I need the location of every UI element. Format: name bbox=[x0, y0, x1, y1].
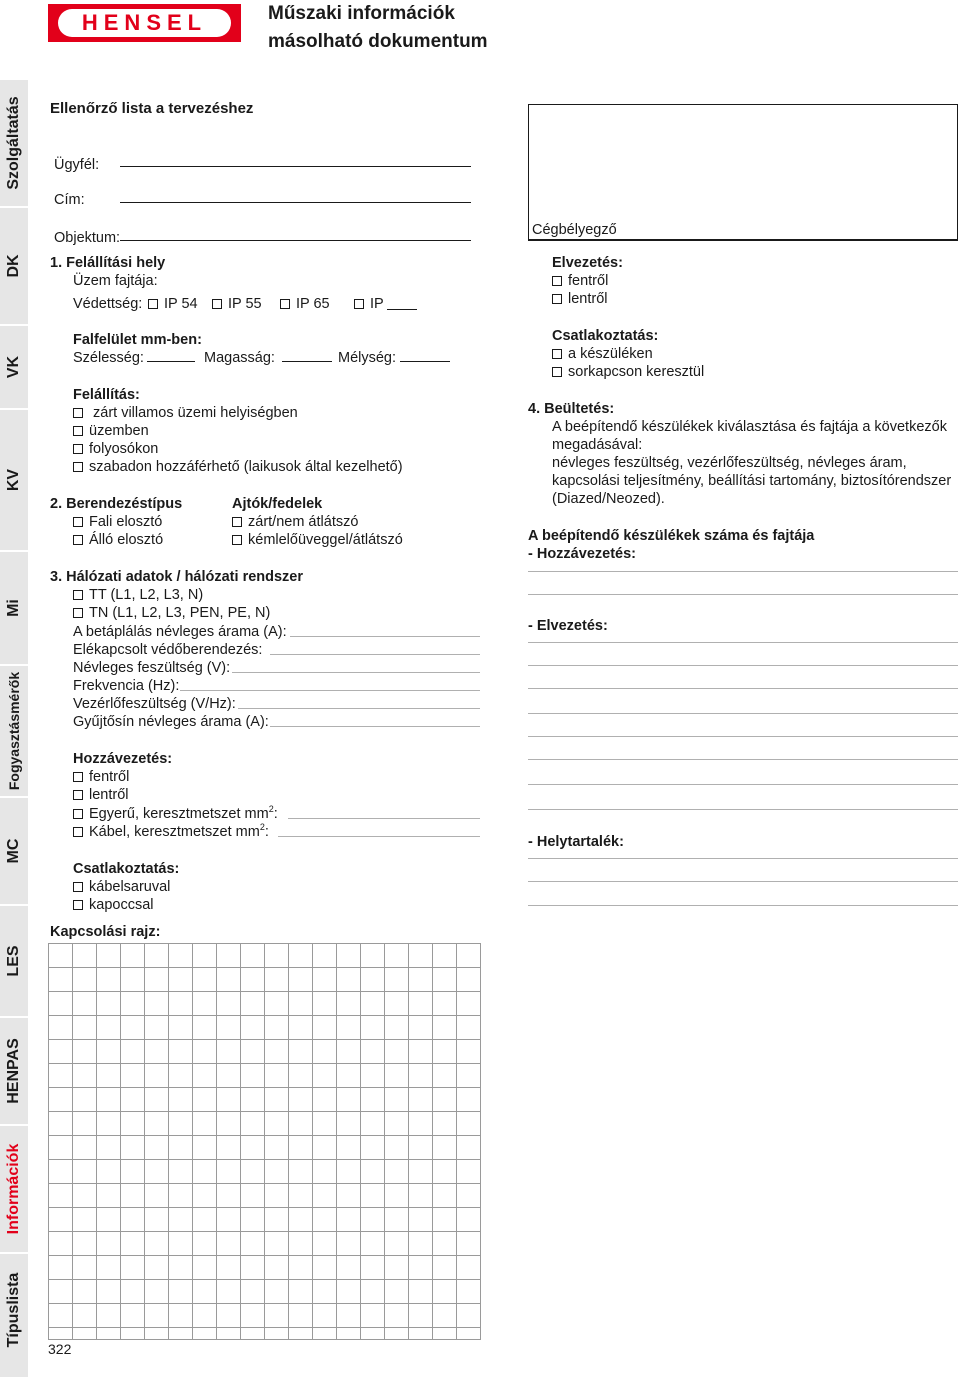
outlet-line-3[interactable] bbox=[528, 688, 958, 689]
field-protection-device[interactable] bbox=[270, 654, 480, 655]
protection-ip54[interactable] bbox=[148, 295, 198, 313]
protection-label: Védettség: bbox=[73, 296, 143, 312]
tab-dk[interactable] bbox=[0, 208, 28, 324]
checkbox-icon bbox=[552, 367, 562, 377]
type-wall[interactable] bbox=[73, 513, 162, 531]
tab-label: Mi bbox=[5, 599, 22, 617]
height-label: Magasság: bbox=[204, 350, 275, 366]
field-voltage[interactable] bbox=[232, 672, 480, 673]
section3-title: 3. Hálózati adatok / hálózati rendszer bbox=[50, 569, 304, 585]
supply-line-2[interactable] bbox=[528, 594, 958, 595]
checkbox-icon bbox=[73, 827, 83, 837]
install-option-3[interactable] bbox=[73, 440, 158, 458]
outlet-line-1[interactable] bbox=[528, 642, 958, 643]
checkbox-icon bbox=[73, 444, 83, 454]
title-line-2: másolható dokumentum bbox=[268, 31, 488, 52]
outlet-bottom[interactable] bbox=[552, 290, 608, 308]
page-number: 322 bbox=[48, 1341, 72, 1357]
tab-label: HENPAS bbox=[5, 1038, 22, 1104]
stamp-box bbox=[528, 104, 958, 240]
depth-label: Mélység: bbox=[338, 350, 397, 366]
tab-label: Típuslista bbox=[5, 1272, 22, 1348]
option-label: TN (L1, L2, L3, PEN, PE, N) bbox=[89, 605, 271, 621]
outlet-line-8[interactable] bbox=[528, 809, 958, 810]
option-label: lentről bbox=[568, 291, 608, 307]
outlet-line-7[interactable] bbox=[528, 784, 958, 785]
address-label: Cím: bbox=[54, 192, 85, 208]
colon: : bbox=[273, 806, 278, 822]
option-label: a készüléken bbox=[568, 346, 653, 362]
right-supply-label: - Hozzávezetés: bbox=[528, 546, 636, 562]
wall-title: Falfelület mm-ben: bbox=[73, 332, 202, 348]
object-field[interactable] bbox=[120, 240, 471, 241]
checkbox-icon bbox=[232, 535, 242, 545]
tab-label: LES bbox=[5, 945, 22, 977]
tab-mc[interactable] bbox=[0, 798, 28, 904]
door-window[interactable] bbox=[232, 531, 403, 549]
checkbox-icon bbox=[73, 462, 83, 472]
checkbox-icon bbox=[354, 299, 364, 309]
conn-title: Csatlakoztatás: bbox=[73, 861, 180, 877]
checkbox-icon bbox=[73, 882, 83, 892]
option-label: lentről bbox=[89, 787, 129, 803]
superscript: 2 bbox=[259, 822, 265, 833]
hensel-logo bbox=[48, 4, 241, 42]
checkbox-icon bbox=[552, 349, 562, 359]
tab-label: Fogyasztásmérők bbox=[6, 671, 22, 791]
option-label: Egyerű, keresztmetszet mm bbox=[89, 806, 269, 822]
tab-vk[interactable] bbox=[0, 326, 28, 408]
colon: : bbox=[264, 824, 269, 840]
option-label: szabadon hozzáférhető (laikusok által kezelhető) bbox=[89, 459, 403, 475]
option-label: IP 65 bbox=[296, 296, 330, 312]
device-count-title: A beépítendő készülékek száma és fajtája bbox=[528, 528, 815, 544]
section4-line-5: (Diazed/Neozed). bbox=[552, 491, 665, 507]
checkbox-icon bbox=[73, 772, 83, 782]
section2-title: 2. Berendezéstípus bbox=[50, 496, 183, 512]
right-reserve-label: - Helytartalék: bbox=[528, 834, 624, 850]
option-label: IP 54 bbox=[164, 296, 198, 312]
option-label: IP bbox=[370, 296, 384, 312]
cable-multi-field[interactable] bbox=[278, 836, 480, 837]
logo-frame bbox=[58, 9, 231, 37]
checkbox-icon bbox=[73, 408, 83, 418]
option-label: TT (L1, L2, L3, N) bbox=[89, 587, 204, 603]
option-label: zárt villamos üzemi helyiségben bbox=[93, 405, 298, 421]
wiring-grid[interactable] bbox=[48, 943, 481, 1340]
right-conn-device[interactable] bbox=[552, 345, 653, 363]
height-field[interactable] bbox=[282, 361, 332, 362]
option-label: üzemben bbox=[89, 423, 149, 439]
install-option-1[interactable] bbox=[73, 404, 298, 422]
checkbox-icon bbox=[148, 299, 158, 309]
outlet-top[interactable] bbox=[552, 272, 608, 290]
section1-title: 1. Felállítási hely bbox=[50, 255, 166, 271]
field-label-protection-device: Elékapcsolt védőberendezés: bbox=[73, 642, 263, 658]
right-outlet-label: - Elvezetés: bbox=[528, 618, 608, 634]
right-conn-title: Csatlakoztatás: bbox=[552, 328, 659, 344]
tab-label: KV bbox=[5, 468, 22, 492]
field-label-busbar-current: Gyűjtősín névleges árama (A): bbox=[73, 714, 269, 730]
checkbox-icon bbox=[73, 535, 83, 545]
wiring-title: Kapcsolási rajz: bbox=[50, 924, 161, 940]
option-label: fentről bbox=[568, 273, 609, 289]
plant-type-label: Üzem fajtája: bbox=[73, 273, 158, 289]
supply-line-1[interactable] bbox=[528, 571, 958, 572]
client-label: Ügyfél: bbox=[54, 157, 100, 173]
tab-kv[interactable] bbox=[0, 410, 28, 550]
field-frequency[interactable] bbox=[180, 690, 480, 691]
checkbox-icon bbox=[73, 900, 83, 910]
tab-tipuslista[interactable] bbox=[0, 1254, 28, 1366]
checklist-title: Ellenőrző lista a tervezéshez bbox=[50, 100, 254, 117]
field-supply-current[interactable] bbox=[290, 636, 480, 637]
address-field[interactable] bbox=[120, 202, 471, 203]
protection-ip55[interactable] bbox=[212, 295, 262, 313]
outlet-line-5[interactable] bbox=[528, 736, 958, 737]
checkbox-icon bbox=[73, 790, 83, 800]
checkbox-icon bbox=[73, 426, 83, 436]
reserve-line-3[interactable] bbox=[528, 905, 958, 906]
sidebar bbox=[0, 80, 28, 1377]
field-label-voltage: Névleges feszültség (V): bbox=[73, 660, 231, 676]
tab-henpas[interactable] bbox=[0, 1018, 28, 1124]
checkbox-icon bbox=[552, 294, 562, 304]
conn-terminal[interactable] bbox=[73, 896, 153, 914]
section4-line-4: kapcsolási teljesítmény, beállítási tartomány, biztosítórendszer bbox=[552, 473, 952, 489]
protection-ip-field[interactable] bbox=[387, 309, 417, 310]
supply-bottom[interactable] bbox=[73, 786, 129, 804]
tab-szolgaltatas[interactable] bbox=[0, 80, 28, 206]
checkbox-icon bbox=[552, 276, 562, 286]
option-label: sorkapcson keresztül bbox=[568, 364, 705, 380]
superscript: 2 bbox=[268, 804, 274, 815]
outlet-line-4[interactable] bbox=[528, 713, 958, 714]
option-label: fentről bbox=[89, 769, 130, 785]
option-label: kapoccsal bbox=[89, 897, 154, 913]
option-label: Fali elosztó bbox=[89, 514, 163, 530]
stamp-underline bbox=[528, 240, 958, 241]
supply-top[interactable] bbox=[73, 768, 129, 786]
cable-multi-option[interactable] bbox=[73, 823, 269, 841]
option-label: Álló elosztó bbox=[89, 532, 164, 548]
title-line-1: Műszaki információk bbox=[268, 3, 455, 24]
tab-fogyasztasmerok[interactable] bbox=[0, 666, 28, 796]
page-title bbox=[268, 0, 488, 56]
tab-informaciok[interactable] bbox=[0, 1126, 28, 1252]
checkbox-icon bbox=[73, 590, 83, 600]
protection-ip65[interactable] bbox=[280, 295, 330, 313]
supply-title: Hozzávezetés: bbox=[73, 751, 173, 767]
checkbox-icon bbox=[73, 809, 83, 819]
checkbox-icon bbox=[73, 517, 83, 527]
field-label-control-voltage: Vezérlőfeszültség (V/Hz): bbox=[73, 696, 236, 712]
door-closed[interactable] bbox=[232, 513, 358, 531]
field-busbar-current[interactable] bbox=[270, 726, 480, 727]
width-label: Szélesség: bbox=[73, 350, 144, 366]
option-label: zárt/nem átlátszó bbox=[248, 514, 359, 530]
doors-title: Ajtók/fedelek bbox=[232, 496, 323, 512]
option-label: kábelsaruval bbox=[89, 879, 171, 895]
option-label: Kábel, keresztmetszet mm bbox=[89, 824, 260, 840]
logo-text: HENSEL bbox=[81, 10, 208, 35]
tab-label: Szolgáltatás bbox=[5, 96, 22, 190]
client-field[interactable] bbox=[120, 166, 471, 167]
width-field[interactable] bbox=[147, 361, 195, 362]
field-label-supply-current: A betáplálás névleges árama (A): bbox=[73, 624, 287, 640]
option-label: folyosókon bbox=[89, 441, 159, 457]
section4-line-2: megadásával: bbox=[552, 437, 643, 453]
tab-label: Információk bbox=[5, 1143, 22, 1235]
install-option-4[interactable] bbox=[73, 458, 403, 476]
tab-label: MC bbox=[5, 838, 22, 864]
section4-title: 4. Beültetés: bbox=[528, 401, 615, 417]
section4-line-3: névleges feszültség, vezérlőfeszültség, névleges áram, bbox=[552, 455, 907, 471]
object-label: Objektum: bbox=[54, 230, 121, 246]
tab-label: VK bbox=[5, 355, 22, 379]
outlet-title: Elvezetés: bbox=[552, 255, 623, 271]
reserve-line-1[interactable] bbox=[528, 858, 958, 859]
outlet-line-6[interactable] bbox=[528, 759, 958, 760]
field-label-frequency: Frekvencia (Hz): bbox=[73, 678, 180, 694]
install-title: Felállítás: bbox=[73, 387, 140, 403]
checkbox-icon bbox=[73, 608, 83, 618]
tab-les[interactable] bbox=[0, 906, 28, 1016]
conn-lug[interactable] bbox=[73, 878, 170, 896]
section4-line-1: A beépítendő készülékek kiválasztása és fajtája a következők bbox=[552, 419, 947, 435]
option-label: kémlelőüveggel/átlátszó bbox=[248, 532, 403, 548]
install-option-2[interactable] bbox=[73, 422, 149, 440]
checkbox-icon bbox=[212, 299, 222, 309]
reserve-line-2[interactable] bbox=[528, 881, 958, 882]
checkbox-icon bbox=[280, 299, 290, 309]
outlet-line-2[interactable] bbox=[528, 665, 958, 666]
system-tt[interactable] bbox=[73, 586, 203, 604]
system-tn[interactable] bbox=[73, 604, 270, 622]
depth-field[interactable] bbox=[400, 361, 450, 362]
field-control-voltage[interactable] bbox=[238, 708, 480, 709]
cable-single-option[interactable] bbox=[73, 805, 278, 823]
cable-single-field[interactable] bbox=[288, 818, 480, 819]
right-conn-terminal[interactable] bbox=[552, 363, 704, 381]
tab-label: DK bbox=[5, 254, 22, 278]
checkbox-icon bbox=[232, 517, 242, 527]
protection-ip-custom[interactable] bbox=[354, 295, 384, 313]
stamp-label: Cégbélyegző bbox=[532, 222, 617, 238]
tab-mi[interactable] bbox=[0, 552, 28, 664]
type-standing[interactable] bbox=[73, 531, 163, 549]
option-label: IP 55 bbox=[228, 296, 262, 312]
